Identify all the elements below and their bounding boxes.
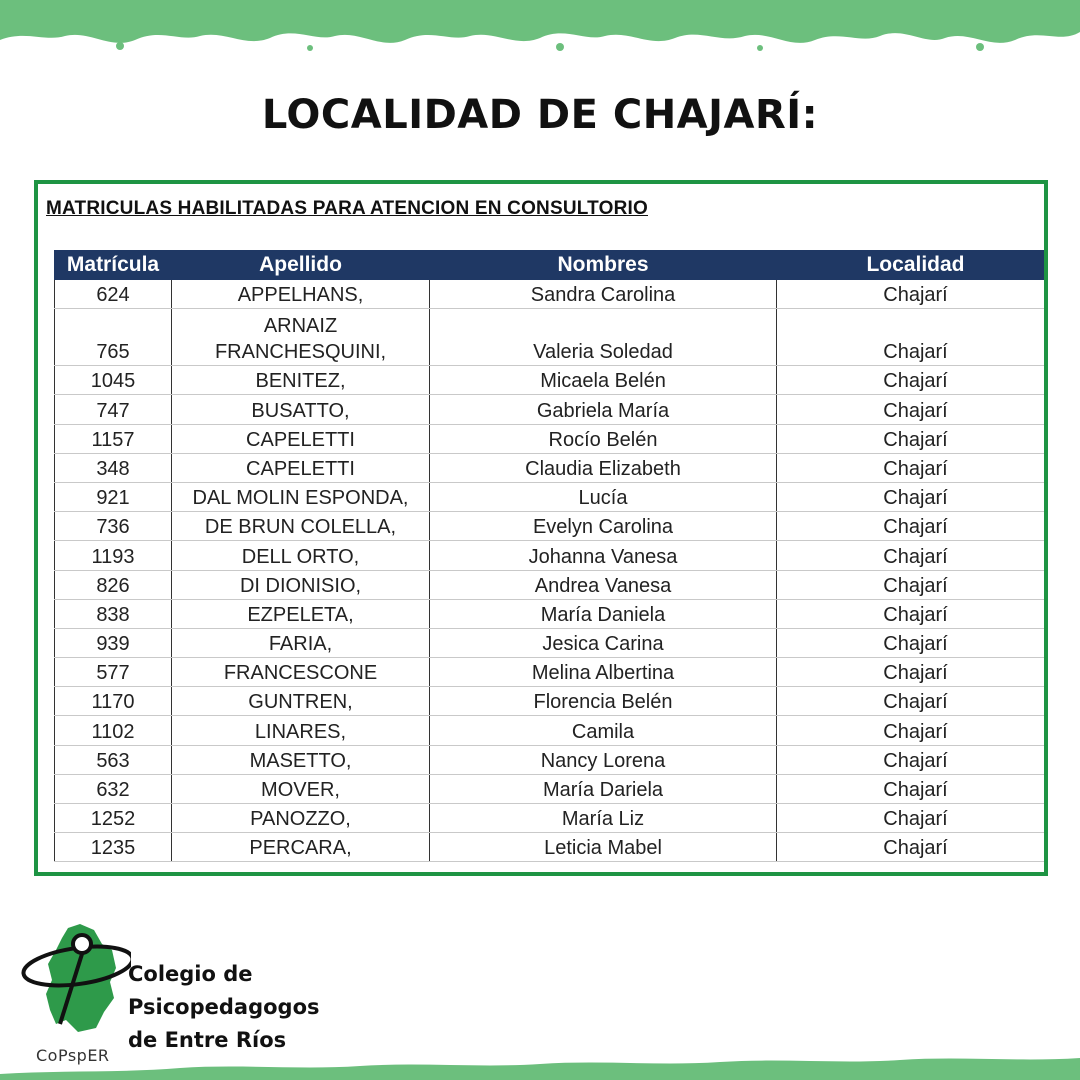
cell-localidad: Chajarí: [777, 804, 1049, 833]
cell-nombres: Claudia Elizabeth: [430, 453, 777, 482]
cell-matricula: 921: [55, 482, 172, 511]
cell-nombres: Johanna Vanesa: [430, 541, 777, 570]
column-header-apellido: Apellido: [172, 251, 430, 280]
table-row: [55, 804, 1049, 833]
cell-apellido: FARIA,: [172, 628, 430, 657]
table-row: [55, 453, 1049, 482]
cell-nombres: Valeria Soledad: [430, 309, 777, 366]
column-header-nombres: Nombres: [430, 251, 777, 280]
cell-apellido: MASETTO,: [172, 745, 430, 774]
cell-apellido: DELL ORTO,: [172, 541, 430, 570]
cell-apellido: DE BRUN COLELLA,: [172, 512, 430, 541]
table-row: [55, 599, 1049, 628]
cell-localidad: Chajarí: [777, 395, 1049, 424]
cell-localidad: Chajarí: [777, 774, 1049, 803]
cell-nombres: Evelyn Carolina: [430, 512, 777, 541]
table-row: [55, 280, 1049, 309]
cell-matricula: 1045: [55, 366, 172, 395]
column-header-matricula: Matrícula: [55, 251, 172, 280]
cell-localidad: Chajarí: [777, 280, 1049, 309]
cell-matricula: 632: [55, 774, 172, 803]
cell-matricula: 1157: [55, 424, 172, 453]
cell-apellido: FRANCESCONE: [172, 658, 430, 687]
cell-matricula: 747: [55, 395, 172, 424]
table-row: [55, 745, 1049, 774]
cell-matricula: 1193: [55, 541, 172, 570]
cell-nombres: Rocío Belén: [430, 424, 777, 453]
cell-matricula: 826: [55, 570, 172, 599]
table-row: [55, 570, 1049, 599]
cell-matricula: 736: [55, 512, 172, 541]
sheet-heading: MATRICULAS HABILITADAS PARA ATENCION EN CONSULTORIO: [46, 198, 648, 219]
table-row: [55, 309, 1049, 366]
cell-nombres: Melina Albertina: [430, 658, 777, 687]
cell-matricula: 563: [55, 745, 172, 774]
cell-nombres: María Dariela: [430, 774, 777, 803]
cell-matricula: 1235: [55, 833, 172, 862]
table-row: [55, 658, 1049, 687]
matriculas-table: [54, 250, 1048, 862]
table-row: [55, 833, 1049, 862]
cell-localidad: Chajarí: [777, 745, 1049, 774]
table-row: [55, 716, 1049, 745]
cell-localidad: Chajarí: [777, 570, 1049, 599]
cell-apellido: DI DIONISIO,: [172, 570, 430, 599]
org-name-line: de Entre Ríos: [128, 1028, 287, 1052]
table-row: [55, 482, 1049, 511]
table-header-row: [55, 251, 1049, 280]
cell-nombres: Nancy Lorena: [430, 745, 777, 774]
cell-matricula: 577: [55, 658, 172, 687]
org-name-line: Psicopedagogos: [128, 995, 320, 1019]
cell-localidad: Chajarí: [777, 309, 1049, 366]
cell-localidad: Chajarí: [777, 687, 1049, 716]
table-row: [55, 774, 1049, 803]
cell-apellido: BENITEZ,: [172, 366, 430, 395]
table-row: [55, 395, 1049, 424]
cell-apellido: PERCARA,: [172, 833, 430, 862]
cell-nombres: Florencia Belén: [430, 687, 777, 716]
cell-localidad: Chajarí: [777, 482, 1049, 511]
cell-apellido: CAPELETTI: [172, 453, 430, 482]
cell-apellido: MOVER,: [172, 774, 430, 803]
cell-apellido: ARNAIZ FRANCHESQUINI,: [172, 309, 430, 366]
spreadsheet-frame: [34, 180, 1048, 876]
cell-matricula: 624: [55, 280, 172, 309]
cell-nombres: Micaela Belén: [430, 366, 777, 395]
logo-abbreviation: CoPspER: [36, 1046, 110, 1065]
table-row: [55, 512, 1049, 541]
cell-apellido: APPELHANS,: [172, 280, 430, 309]
org-name-line: Colegio de: [128, 962, 253, 986]
cell-nombres: María Daniela: [430, 599, 777, 628]
cell-localidad: Chajarí: [777, 658, 1049, 687]
cell-localidad: Chajarí: [777, 599, 1049, 628]
cell-apellido: CAPELETTI: [172, 424, 430, 453]
cell-apellido: EZPELETA,: [172, 599, 430, 628]
cell-localidad: Chajarí: [777, 366, 1049, 395]
table-row: [55, 628, 1049, 657]
column-header-localidad: Localidad: [777, 251, 1049, 280]
cell-matricula: 939: [55, 628, 172, 657]
cell-apellido: DAL MOLIN ESPONDA,: [172, 482, 430, 511]
cell-apellido: BUSATTO,: [172, 395, 430, 424]
cell-apellido: PANOZZO,: [172, 804, 430, 833]
cell-localidad: Chajarí: [777, 424, 1049, 453]
cell-nombres: Sandra Carolina: [430, 280, 777, 309]
cell-localidad: Chajarí: [777, 453, 1049, 482]
cell-matricula: 1170: [55, 687, 172, 716]
table-row: [55, 541, 1049, 570]
cell-matricula: 838: [55, 599, 172, 628]
page-title: LOCALIDAD DE CHAJARÍ:: [261, 92, 819, 138]
table-row: [55, 687, 1049, 716]
cell-nombres: Camila: [430, 716, 777, 745]
cell-matricula: 765: [55, 309, 172, 366]
cell-nombres: Gabriela María: [430, 395, 777, 424]
bottom-green-brush-decoration: [0, 1040, 1080, 1080]
cell-matricula: 1252: [55, 804, 172, 833]
cell-nombres: Leticia Mabel: [430, 833, 777, 862]
cell-matricula: 1102: [55, 716, 172, 745]
cell-localidad: Chajarí: [777, 628, 1049, 657]
cell-apellido: LINARES,: [172, 716, 430, 745]
cell-apellido: GUNTREN,: [172, 687, 430, 716]
table-row: [55, 366, 1049, 395]
cell-localidad: Chajarí: [777, 716, 1049, 745]
cell-nombres: Lucía: [430, 482, 777, 511]
cell-localidad: Chajarí: [777, 541, 1049, 570]
table-row: [55, 424, 1049, 453]
cell-nombres: Andrea Vanesa: [430, 570, 777, 599]
cell-localidad: Chajarí: [777, 512, 1049, 541]
cell-nombres: María Liz: [430, 804, 777, 833]
cell-localidad: Chajarí: [777, 833, 1049, 862]
top-green-brush-decoration: [0, 0, 1080, 55]
cell-nombres: Jesica Carina: [430, 628, 777, 657]
copsper-logo: [16, 920, 131, 1035]
cell-matricula: 348: [55, 453, 172, 482]
